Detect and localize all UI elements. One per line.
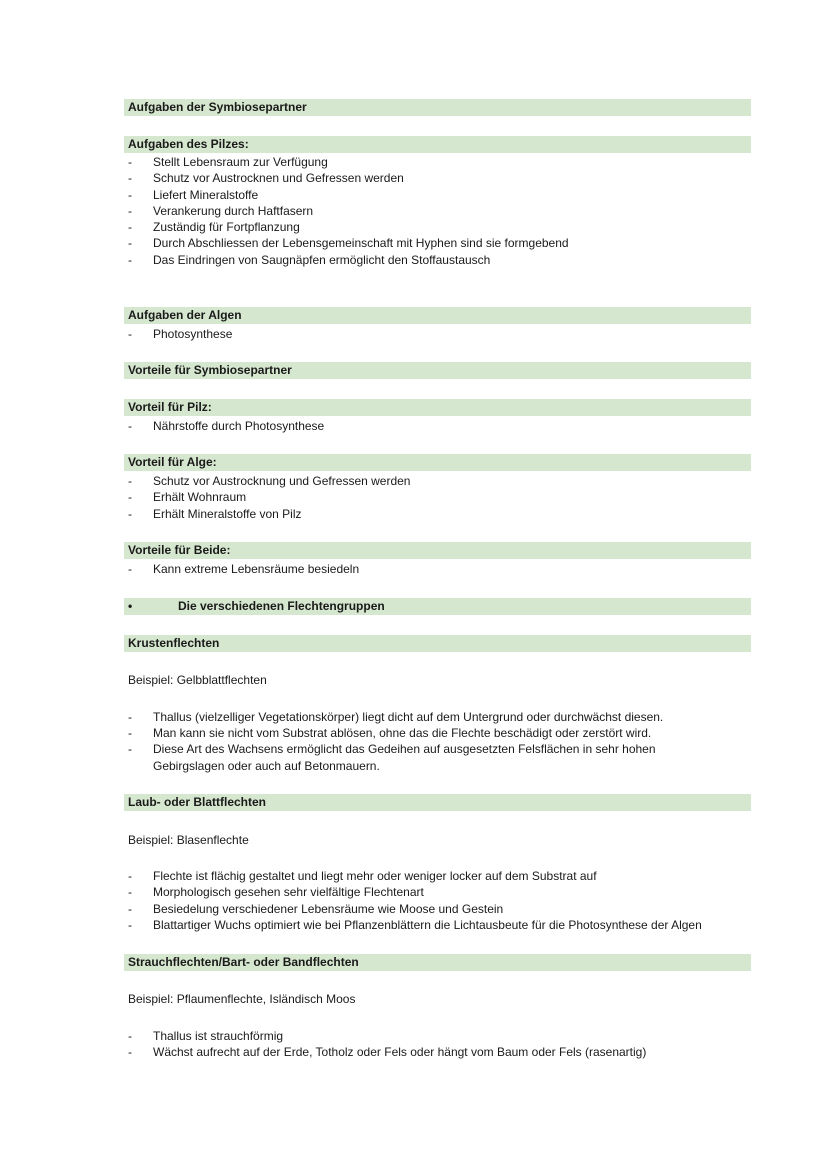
section-header: Strauchflechten/Bart- oder Bandflechten — [124, 954, 751, 971]
section-header: Krustenflechten — [124, 635, 751, 652]
example-text: Beispiel: Gelbblattflechten — [128, 673, 267, 687]
example-text: Beispiel: Pflaumenflechte, Isländisch Moos — [128, 992, 356, 1006]
section-header: Vorteil für Pilz: — [124, 399, 751, 416]
section-header: Vorteile für Symbiosepartner — [124, 362, 751, 379]
section-header: Laub- oder Blattflechten — [124, 794, 751, 811]
section-header — [124, 598, 751, 615]
bullet: • — [128, 599, 133, 613]
section-header: Vorteil für Alge: — [124, 454, 751, 471]
section-header-label: Die verschiedenen Flechtengruppen — [178, 599, 385, 613]
section-header: Vorteile für Beide: — [124, 542, 751, 559]
example-text: Beispiel: Blasenflechte — [128, 833, 249, 847]
section-header: Aufgaben der Algen — [124, 307, 751, 324]
section-header: Aufgaben des Pilzes: — [124, 136, 751, 153]
section-header: Aufgaben der Symbiosepartner — [124, 99, 751, 116]
